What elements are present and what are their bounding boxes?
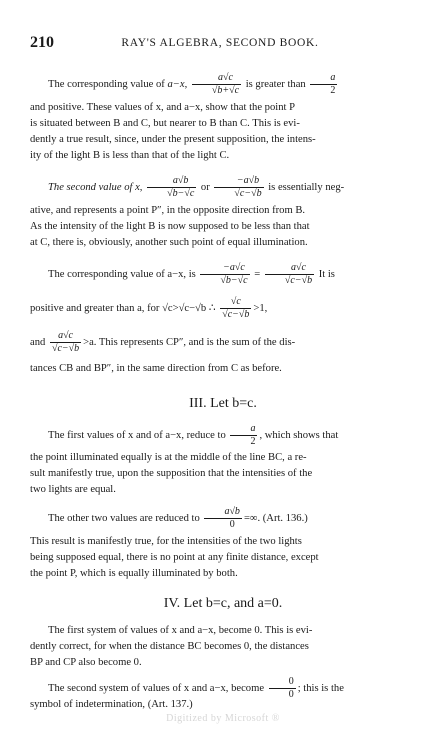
page-number: 210	[30, 34, 54, 51]
watermark: Digitized by Microsoft ®	[166, 713, 280, 724]
text-span: The other two values are reduced to	[48, 512, 200, 524]
math-var: a−x,	[167, 78, 188, 90]
fraction-denominator: √c−√b	[222, 309, 250, 320]
fraction-numerator: 0	[269, 676, 296, 689]
fraction	[265, 262, 314, 287]
fraction-denominator: √c−√b	[234, 188, 262, 199]
fraction-numerator: a√b	[204, 506, 242, 519]
fraction-denominator: √c−√b	[284, 275, 313, 286]
fraction	[230, 423, 257, 448]
paragraph-line: the point P, which is equally illuminated by both.	[30, 568, 238, 579]
paragraph-line	[30, 262, 410, 287]
fraction	[220, 296, 251, 321]
text-span: ; this is the	[297, 682, 344, 694]
fraction-denominator: √b+√c	[211, 85, 240, 96]
fraction-denominator: 2	[330, 85, 336, 96]
fraction	[214, 175, 263, 200]
fraction	[147, 175, 196, 200]
fraction-numerator: a√c	[192, 72, 241, 85]
paragraph-line: is situated between B and C, but nearer to B than C. This is evi-	[30, 118, 300, 129]
text-span: positive and greater than a, for √c>√c−√b ∴	[30, 302, 216, 314]
text-span: >1,	[253, 302, 268, 314]
fraction	[200, 262, 249, 287]
fraction-numerator: √c	[220, 296, 251, 309]
paragraph-line	[30, 330, 410, 355]
text-span: The second system of values of x and a−x, become	[48, 682, 265, 694]
text-span: =	[254, 268, 261, 280]
fraction-denominator: √b−√c	[220, 275, 248, 286]
fraction-denominator: 2	[250, 436, 256, 447]
text-span: The corresponding value of	[48, 78, 168, 90]
paragraph-line: tances CB and BP″, in the same direction from C as before.	[30, 363, 282, 374]
paragraph-line: dently correct, for when the distance BC becomes 0, the distances	[30, 641, 309, 652]
section-heading: IV. Let b=c, and a=0.	[163, 596, 283, 611]
paragraph-line: dently a true result, since, under the present supposition, the intens-	[30, 134, 316, 145]
running-title: RAY'S ALGEBRA, SECOND BOOK.	[121, 37, 319, 49]
paragraph-line	[30, 72, 410, 97]
paragraph-line	[30, 175, 410, 200]
text-span: The first values of x and of a−x, reduce to	[48, 429, 226, 441]
section-heading: III. Let b=c.	[189, 396, 257, 411]
text-span: or	[200, 181, 210, 193]
text-span: =∞. (Art. 136.)	[243, 512, 308, 524]
page-header	[30, 34, 410, 54]
paragraph-line: ity of the light B is less than that of the light C.	[30, 150, 230, 161]
fraction	[310, 72, 337, 97]
fraction-denominator: √b−√c	[167, 188, 195, 199]
fraction-numerator: a√c	[50, 330, 81, 343]
paragraph-line: The first system of values of x and a−x, become 0. This is evi-	[48, 625, 313, 636]
text-span: and	[30, 336, 46, 348]
text-span: The second value of x,	[48, 181, 143, 193]
paragraph-line: at C, there is, obviously, another such point of equal illumination.	[30, 237, 308, 248]
fraction-numerator: a	[310, 72, 337, 85]
fraction-numerator: −a√b	[214, 175, 263, 188]
paragraph-line	[30, 296, 410, 321]
paragraph-line: sult manifestly true, upon the supposition that the intensities of the	[30, 468, 313, 479]
text-span: The corresponding value of a−x, is	[48, 268, 196, 280]
fraction-numerator: a	[230, 423, 257, 436]
text-span: It is	[318, 268, 335, 280]
paragraph-line: the point illuminated equally is at the middle of the line BC, a re-	[30, 452, 307, 463]
paragraph-line	[30, 506, 410, 531]
paragraph-line: being supposed equal, there is no point at any finite distance, except	[30, 552, 319, 563]
text-span: is greater than	[245, 78, 309, 90]
text-span: >a. This represents CP″, and is the sum of the dis-	[83, 336, 296, 348]
text-span: is essentially neg-	[268, 181, 345, 193]
paragraph-line: ative, and represents a point P″, in the opposite direction from B.	[30, 205, 306, 216]
paragraph-line: and positive. These values of x, and a−x, show that the point P	[30, 102, 295, 113]
paragraph-line: BP and CP also become 0.	[30, 657, 142, 668]
fraction-denominator: 0	[229, 519, 235, 530]
fraction-numerator: −a√c	[200, 262, 249, 275]
fraction-denominator: √c−√b	[51, 343, 80, 354]
fraction	[192, 72, 241, 97]
fraction-denominator: 0	[288, 689, 294, 700]
fraction	[204, 506, 242, 531]
paragraph-line: As the intensity of the light B is now supposed to be less than that	[30, 221, 310, 232]
paragraph-line: This result is manifestly true, for the intensities of the two lights	[30, 536, 302, 547]
text-span: , which shows that	[259, 429, 339, 441]
fraction-numerator: a√c	[265, 262, 314, 275]
paragraph-line: two lights are equal.	[30, 484, 116, 495]
paragraph-line	[30, 423, 410, 448]
paragraph-line: symbol of indetermination, (Art. 137.)	[30, 699, 193, 710]
fraction	[50, 330, 81, 355]
fraction-numerator: a√b	[147, 175, 196, 188]
